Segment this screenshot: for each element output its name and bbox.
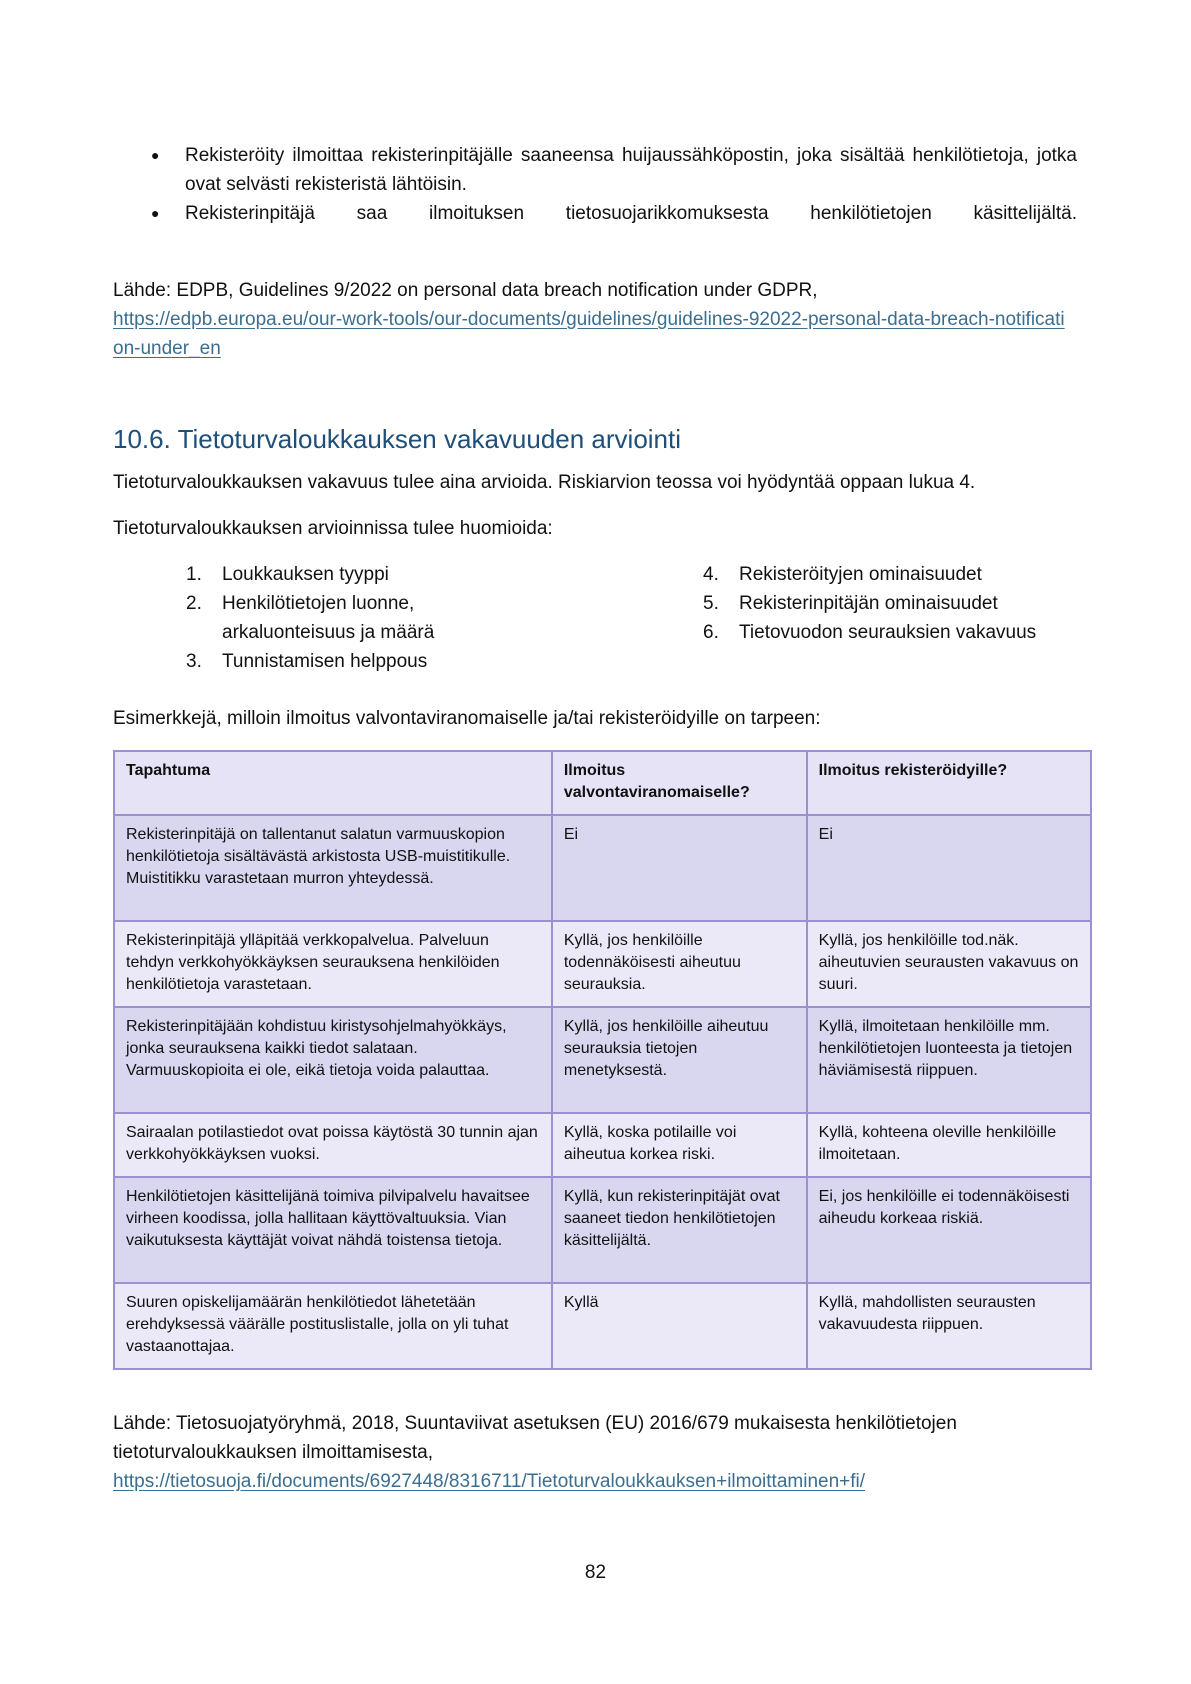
- table-row: [114, 1283, 1091, 1369]
- intro-paragraph: Tietoturvaloukkauksen vakavuus tulee aina arvioida. Riskiarvion teossa voi hyödyntää oppaan lukua 4.: [113, 472, 976, 493]
- table-cell: Kyllä, jos henkilöille aiheutuu seurauksia tietojen menetyksestä.: [552, 1007, 807, 1113]
- source-link[interactable]: https://tietosuoja.fi/documents/6927448/8316711/Tietoturvaloukkauksen+ilmoittaminen+fi/: [113, 1471, 866, 1492]
- table-cell: Kyllä, mahdollisten seurausten vakavuudesta riippuen.: [807, 1283, 1091, 1369]
- table-header: Tapahtuma: [114, 751, 552, 815]
- list-item: 3. Tunnistamisen helppous: [186, 651, 428, 672]
- table-cell: Ei: [807, 815, 1091, 921]
- bullet-icon: ●: [151, 147, 160, 163]
- consider-paragraph: Tietoturvaloukkauksen arvioinnissa tulee huomioida:: [113, 518, 553, 539]
- table-cell: Rekisterinpitäjä ylläpitää verkkopalvelua. Palveluun tehdyn verkkohyökkäyksen seurauksena henkilöiden henkilötietoja varastetaan.: [114, 921, 552, 1007]
- page-number: 82: [584, 1562, 607, 1583]
- table-row: [114, 815, 1091, 921]
- source-citation-2: [113, 1409, 1093, 1496]
- table-cell: Ei: [552, 815, 807, 921]
- list-item: 2. Henkilötietojen luonne, arkaluonteisuus ja määrä: [186, 593, 435, 643]
- source-text: Lähde: EDPB, Guidelines 9/2022 on personal data breach notification under GDPR,: [113, 280, 818, 301]
- table-header-row: [114, 751, 1091, 815]
- table-cell: Kyllä, kun rekisterinpitäjät ovat saaneet tiedon henkilötietojen käsittelijältä.: [552, 1177, 807, 1283]
- table-cell: Kyllä, koska potilaille voi aiheutua korkea riski.: [552, 1113, 807, 1177]
- list-item: 1. Loukkauksen tyyppi: [186, 564, 389, 585]
- table-cell: Rekisterinpitäjään kohdistuu kiristysohjelmahyökkäys, jonka seurauksena kaikki tiedot salataan. Varmuuskopioita ei ole, eikä tietoja voida palauttaa.: [114, 1007, 552, 1113]
- table-row: [114, 1007, 1091, 1113]
- bullet-text: Rekisteröity ilmoittaa rekisterinpitäjälle saaneensa huijaussähköpostin, joka sisältää henkilötietoja, jotka ovat selvästi rekisteristä lähtöisin.: [185, 145, 1077, 195]
- list-item: 4. Rekisteröityjen ominaisuudet: [703, 564, 982, 585]
- bullet-item: [113, 199, 1077, 228]
- bullet-item: [113, 141, 1077, 199]
- list-item: 6. Tietovuodon seurauksien vakavuus: [703, 622, 1037, 643]
- table-cell: Kyllä, jos henkilöille todennäköisesti aiheutuu seurauksia.: [552, 921, 807, 1007]
- bullet-list: [113, 141, 1077, 228]
- table-cell: Henkilötietojen käsittelijänä toimiva pilvipalvelu havaitsee virheen koodissa, jolla hallitaan käyttövaltuuksia. Vian vaikutuksesta käyttäjät voivat nähdä toistensa tietoja.: [114, 1177, 552, 1283]
- source-text: Lähde: Tietosuojatyöryhmä, 2018, Suuntaviivat asetuksen (EU) 2016/679 mukaisesta henkilötietojen tietoturvaloukkauksen ilmoittamisesta,: [113, 1413, 957, 1463]
- bullet-text: Rekisterinpitäjä saa ilmoituksen tietosuojarikkomuksesta henkilötietojen käsittelijältä.: [185, 203, 1077, 224]
- criteria-list-left: [186, 560, 506, 676]
- breach-examples-table: [113, 750, 1092, 1370]
- table-cell: Rekisterinpitäjä on tallentanut salatun varmuuskopion henkilötietoja sisältävästä arkistosta USB-muistitikulle. Muistitikku varastetaan murron yhteydessä.: [114, 815, 552, 921]
- table-cell: Kyllä: [552, 1283, 807, 1369]
- table-row: [114, 1113, 1091, 1177]
- table-row: [114, 1177, 1091, 1283]
- examples-paragraph: Esimerkkejä, milloin ilmoitus valvontaviranomaiselle ja/tai rekisteröidyille on tarpeen:: [113, 708, 821, 729]
- section-heading: 10.6. Tietoturvaloukkauksen vakavuuden arviointi: [113, 424, 682, 454]
- criteria-list-right: [703, 560, 1103, 647]
- table-cell: Kyllä, kohteena oleville henkilöille ilmoitetaan.: [807, 1113, 1091, 1177]
- source-citation-1: [113, 276, 1077, 363]
- bullet-icon: ●: [151, 205, 160, 221]
- table-cell: Suuren opiskelijamäärän henkilötiedot lähetetään erehdyksessä väärälle postituslistalle, jolla on yli tuhat vastaanottajaa.: [114, 1283, 552, 1369]
- table-cell: Ei, jos henkilöille ei todennäköisesti aiheudu korkeaa riskiä.: [807, 1177, 1091, 1283]
- source-link[interactable]: https://edpb.europa.eu/our-work-tools/our-documents/guidelines/guidelines-92022-personal-data-breach-notification-under_en: [113, 309, 1065, 359]
- table-header: Ilmoitus valvontaviranomaiselle?: [552, 751, 807, 815]
- table-cell: Sairaalan potilastiedot ovat poissa käytöstä 30 tunnin ajan verkkohyökkäyksen vuoksi.: [114, 1113, 552, 1177]
- table-cell: Kyllä, jos henkilöille tod.näk. aiheutuvien seurausten vakavuus on suuri.: [807, 921, 1091, 1007]
- table-row: [114, 921, 1091, 1007]
- list-item: 5. Rekisterinpitäjän ominaisuudet: [703, 593, 998, 614]
- table-cell: Kyllä, ilmoitetaan henkilöille mm. henkilötietojen luonteesta ja tietojen häviämisestä riippuen.: [807, 1007, 1091, 1113]
- table-header: Ilmoitus rekisteröidyille?: [807, 751, 1091, 815]
